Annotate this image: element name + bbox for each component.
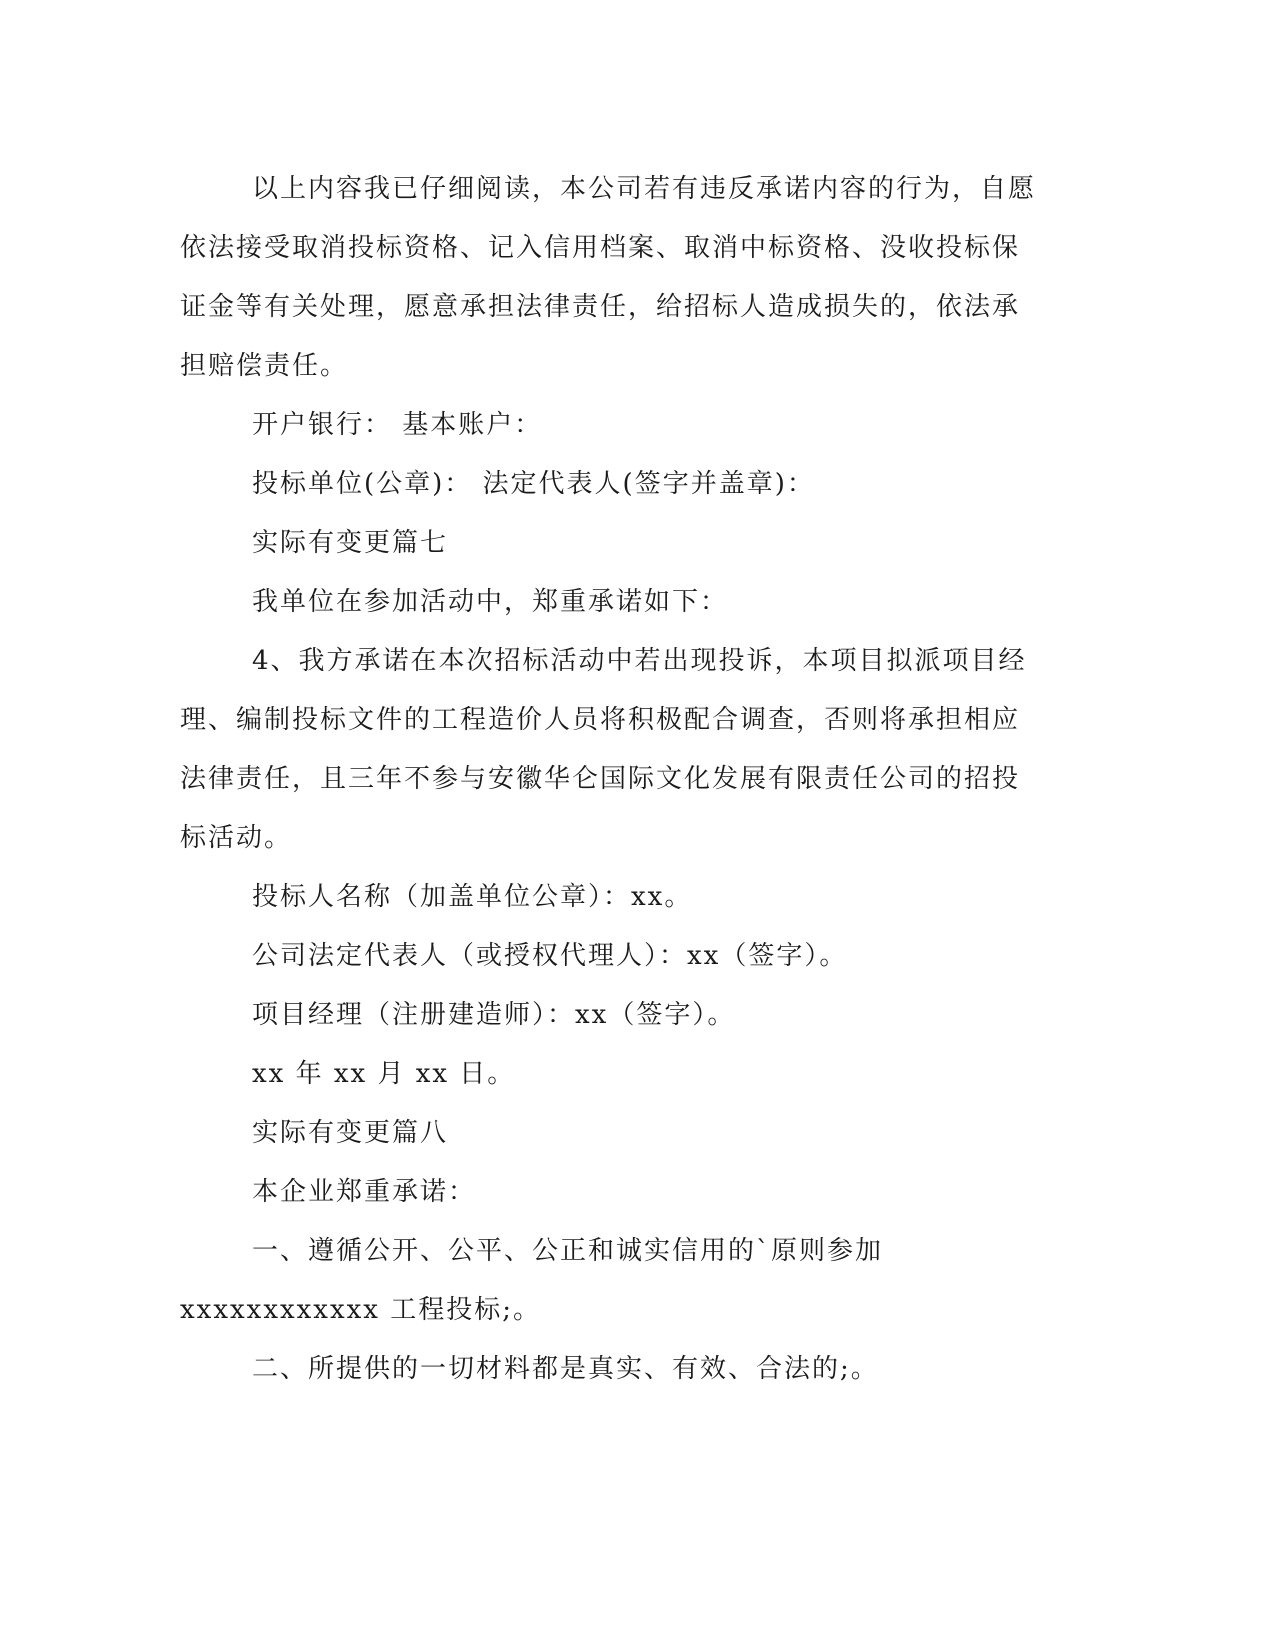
paragraph-bank-account: 开户银行： 基本账户： [252,410,543,440]
paragraph-legal-representative: 公司法定代表人（或授权代理人）：xx（签字）。 [252,941,848,971]
text-line: 一、遵循公开、公平、公正和诚实信用的`原则参加 [252,1236,884,1266]
text-line: 依法接受取消投标资格、记入信用档案、取消中标资格、没收投标保 [180,233,1021,263]
section-heading-eight: 实际有变更篇八 [252,1118,449,1148]
paragraph-commitment-violation [180,160,1040,396]
text-line: 理、编制投标文件的工程造价人员将积极配合调查，否则将承担相应 [180,705,1021,735]
paragraph-project-manager: 项目经理（注册建造师）：xx（签字）。 [252,1000,736,1030]
text-line: 4、我方承诺在本次招标活动中若出现投诉，本项目拟派项目经 [252,646,1027,676]
paragraph-bidder-name: 投标人名称（加盖单位公章）：xx。 [252,882,693,912]
paragraph-item-four [180,632,1040,868]
text-line: xxxxxxxxxxxx 工程投标;。 [180,1295,541,1325]
document-body [180,160,1040,1399]
section-heading-seven: 实际有变更篇七 [252,528,449,558]
paragraph-enterprise-promise: 本企业郑重承诺： [252,1177,477,1207]
text-line: 标活动。 [180,823,293,853]
paragraph-item-one [180,1222,1040,1340]
text-line: 担赔偿责任。 [180,351,349,381]
text-line: 以上内容我已仔细阅读，本公司若有违反承诺内容的行为，自愿 [252,174,1037,204]
paragraph-solemn-promise: 我单位在参加活动中，郑重承诺如下： [252,587,729,617]
text-line: 证金等有关处理，愿意承担法律责任，给招标人造成损失的，依法承 [180,292,1021,322]
paragraph-date: xx 年 xx 月 xx 日。 [252,1059,516,1089]
paragraph-item-two: 二、所提供的一切材料都是真实、有效、合法的;。 [252,1354,879,1384]
paragraph-bidder-signature: 投标单位(公章)： 法定代表人(签字并盖章)： [252,469,815,499]
text-line: 法律责任，且三年不参与安徽华仑国际文化发展有限责任公司的招投 [180,764,1021,794]
